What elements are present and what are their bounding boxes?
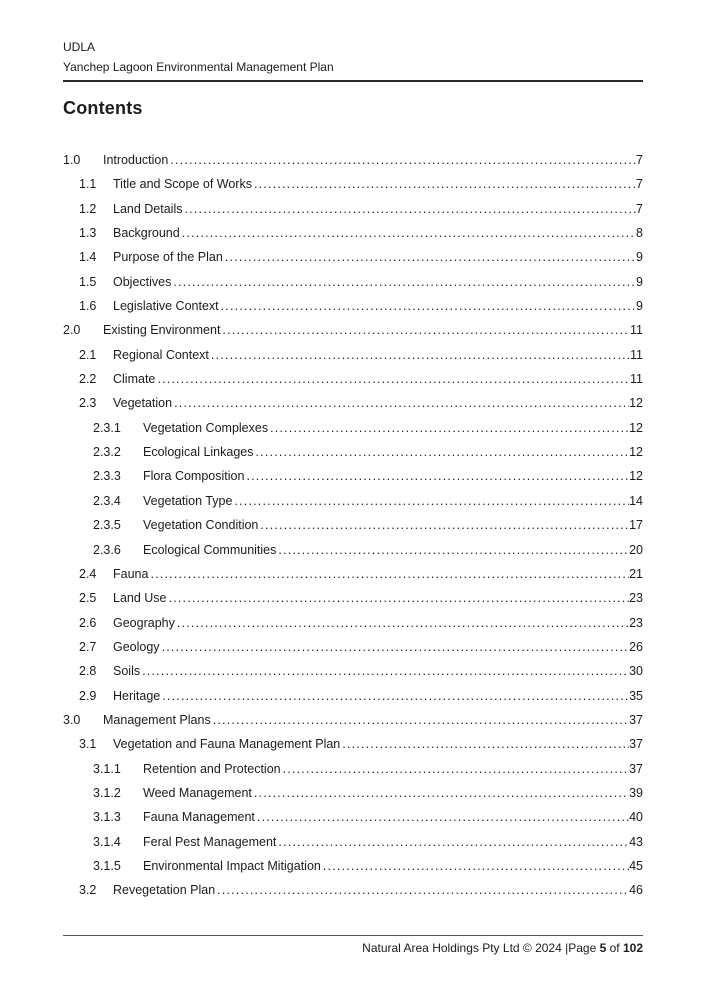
toc-entry-title: Land Details (113, 201, 183, 216)
toc-entry-title: Revegetation Plan (113, 883, 216, 898)
toc-entry-number: 3.1 (79, 737, 97, 752)
toc-entry[interactable] (63, 611, 643, 635)
toc-entry-number: 1.1 (79, 177, 97, 192)
toc-entry-number: 2.3.6 (93, 542, 121, 557)
toc-entry-title: Ecological Linkages (143, 445, 254, 460)
toc-entry-title: Geography (113, 615, 175, 630)
toc-entry[interactable] (63, 708, 643, 732)
toc-entry-title: Fauna Management (143, 810, 255, 825)
toc-entry-number: 3.1.4 (93, 834, 121, 849)
toc-entry[interactable] (63, 538, 643, 562)
toc-dot-leader (256, 440, 630, 464)
toc-dot-leader (254, 781, 629, 805)
toc-dot-leader (283, 757, 630, 781)
contents-heading: Contents (63, 98, 143, 118)
toc-dot-leader (217, 878, 629, 902)
toc-dot-leader (234, 489, 629, 513)
toc-entry-number: 3.2 (79, 883, 97, 898)
toc-entry-title: Title and Scope of Works (113, 177, 252, 192)
toc-dot-leader (323, 854, 629, 878)
toc-entry[interactable] (63, 854, 643, 878)
toc-entry-title: Land Use (113, 591, 167, 606)
toc-entry-page: 14 (629, 493, 643, 508)
toc-entry-title: Vegetation Condition (143, 518, 259, 533)
toc-dot-leader (213, 708, 629, 732)
toc-entry-page: 37 (629, 712, 643, 727)
toc-entry[interactable] (63, 635, 643, 659)
toc-entry[interactable] (63, 391, 643, 415)
toc-entry-number: 1.3 (79, 226, 97, 241)
toc-entry[interactable] (63, 367, 643, 391)
footer-rule (63, 935, 643, 936)
toc-dot-leader (182, 221, 636, 245)
toc-entry-page: 46 (629, 883, 643, 898)
toc-entry-title: Soils (113, 664, 141, 679)
toc-entry-page: 12 (629, 420, 643, 435)
toc-dot-leader (257, 805, 629, 829)
toc-entry[interactable] (63, 221, 643, 245)
toc-entry-number: 2.3.4 (93, 493, 121, 508)
toc-dot-leader (169, 586, 630, 610)
toc-list (63, 148, 643, 903)
toc-dot-leader (162, 684, 629, 708)
toc-entry[interactable] (63, 245, 643, 269)
toc-entry-page: 26 (629, 639, 643, 654)
toc-entry-number: 3.1.1 (93, 761, 121, 776)
toc-entry-number: 1.0 (63, 153, 81, 167)
toc-entry-page: 12 (629, 396, 643, 411)
toc-dot-leader (157, 367, 630, 391)
toc-entry-title: Retention and Protection (143, 761, 281, 776)
toc-entry-page: 7 (636, 153, 643, 167)
toc-entry-page: 9 (636, 299, 643, 314)
toc-entry-number: 1.5 (79, 274, 97, 289)
toc-entry-number: 1.6 (79, 299, 97, 314)
toc-entry[interactable] (63, 830, 643, 854)
toc-entry[interactable] (63, 270, 643, 294)
toc-entry-title: Objectives (113, 274, 172, 289)
toc-entry-number: 2.3 (79, 396, 97, 411)
toc-entry-title: Management Plans (103, 712, 211, 727)
toc-entry-title: Feral Pest Management (143, 834, 277, 849)
toc-entry-page: 7 (636, 201, 643, 216)
toc-entry-title: Weed Management (143, 785, 252, 800)
toc-entry-number: 2.9 (79, 688, 97, 703)
toc-entry-page: 12 (629, 445, 643, 460)
toc-entry-number: 2.3.3 (93, 469, 121, 484)
toc-entry-title: Flora Composition (143, 469, 245, 484)
toc-entry-title: Purpose of the Plan (113, 250, 223, 265)
toc-entry[interactable] (63, 684, 643, 708)
toc-entry-page: 37 (629, 761, 643, 776)
toc-entry-number: 3.1.2 (93, 785, 121, 800)
toc-dot-leader (142, 659, 629, 683)
toc-entry[interactable] (63, 586, 643, 610)
header-company: UDLA (63, 40, 96, 54)
page-header (63, 40, 643, 82)
toc-entry[interactable] (63, 757, 643, 781)
header-document-title: Yanchep Lagoon Environmental Management Plan (63, 60, 334, 74)
toc-entry[interactable] (63, 318, 643, 342)
toc-entry-page: 20 (629, 542, 643, 557)
toc-entry-number: 2.0 (63, 323, 81, 338)
toc-entry-number: 2.3.2 (93, 445, 121, 460)
toc-entry-page: 11 (630, 372, 643, 387)
toc-entry[interactable] (63, 416, 643, 440)
toc-dot-leader (185, 197, 637, 221)
toc-dot-leader (260, 513, 629, 537)
footer-page-current: 5 (599, 941, 607, 955)
toc-entry-title: Introduction (103, 153, 169, 167)
toc-entry-title: Climate (113, 372, 156, 387)
toc-dot-leader (270, 416, 629, 440)
toc-entry-title: Ecological Communities (143, 542, 277, 557)
toc-dot-leader (162, 635, 630, 659)
toc-dot-leader (221, 294, 636, 318)
toc-entry-page: 7 (636, 177, 643, 192)
toc-entry-title: Vegetation (113, 396, 173, 411)
toc-entry-page: 45 (629, 858, 643, 873)
toc-entry-page: 40 (629, 810, 643, 825)
footer-page-total: 102 (622, 941, 643, 955)
toc-entry[interactable] (63, 197, 643, 221)
toc-entry-title: Vegetation and Fauna Management Plan (113, 737, 341, 752)
toc-entry-page: 9 (636, 274, 643, 289)
toc-entry-title: Fauna (113, 566, 149, 581)
toc-entry-title: Existing Environment (103, 323, 221, 338)
toc-entry-number: 2.3.5 (93, 518, 121, 533)
toc-entry[interactable] (63, 489, 643, 513)
toc-dot-leader (278, 538, 629, 562)
toc-entry-page: 23 (629, 591, 643, 606)
footer-of-label: of (606, 941, 623, 955)
toc-entry-page: 37 (629, 737, 643, 752)
toc-entry-title: Geology (113, 639, 160, 654)
toc-entry-title: Vegetation Type (143, 493, 233, 508)
header-rule (63, 80, 643, 82)
toc-dot-leader (254, 172, 636, 196)
footer-text: Natural Area Holdings Pty Ltd © 2024 |Page (362, 941, 600, 955)
page-footer (362, 941, 643, 955)
toc-dot-leader (170, 148, 636, 172)
toc-entry-page: 11 (630, 323, 643, 338)
toc-entry-page: 12 (629, 469, 643, 484)
toc-entry-page: 30 (629, 664, 643, 679)
toc-entry-page: 43 (629, 834, 643, 849)
toc-entry[interactable] (63, 172, 643, 196)
toc-dot-leader (177, 611, 629, 635)
toc-entry[interactable] (63, 148, 643, 172)
toc-entry-number: 2.8 (79, 664, 97, 679)
toc-entry[interactable] (63, 343, 643, 367)
toc-entry-number: 2.3.1 (93, 420, 121, 435)
toc-entry[interactable] (63, 562, 643, 586)
toc-dot-leader (278, 830, 629, 854)
toc-entry-number: 1.2 (79, 201, 97, 216)
toc-entry-page: 39 (629, 785, 643, 800)
toc-entry-page: 17 (629, 518, 643, 533)
toc-dot-leader (174, 391, 629, 415)
toc-entry-page: 21 (629, 566, 643, 581)
toc-dot-leader (173, 270, 636, 294)
toc-entry[interactable] (63, 732, 643, 756)
toc-dot-leader (342, 732, 629, 756)
toc-entry-number: 2.6 (79, 615, 97, 630)
toc-entry-title: Vegetation Complexes (143, 420, 269, 435)
toc-entry-number: 2.1 (79, 347, 97, 362)
toc-entry-number: 1.4 (79, 250, 97, 265)
toc-entry[interactable] (63, 294, 643, 318)
toc-entry[interactable] (63, 464, 643, 488)
toc-entry[interactable] (63, 659, 643, 683)
toc-entry-title: Background (113, 226, 180, 241)
toc-entry-page: 8 (636, 226, 643, 241)
toc-entry-number: 2.5 (79, 591, 97, 606)
toc-entry-page: 35 (629, 688, 643, 703)
toc-entry-title: Environmental Impact Mitigation (143, 858, 321, 873)
toc-entry-number: 2.4 (79, 566, 97, 581)
toc-entry-number: 2.2 (79, 372, 97, 387)
toc-entry-page: 11 (630, 347, 643, 362)
toc-dot-leader (211, 343, 630, 367)
toc-entry-page: 23 (629, 615, 643, 630)
toc-entry[interactable] (63, 878, 643, 902)
toc-entry-title: Regional Context (113, 347, 209, 362)
toc-entry[interactable] (63, 513, 643, 537)
toc-entry[interactable] (63, 781, 643, 805)
toc-entry[interactable] (63, 440, 643, 464)
toc-entry-number: 2.7 (79, 639, 97, 654)
toc-dot-leader (222, 318, 630, 342)
toc-dot-leader (246, 464, 629, 488)
toc-entry-title: Heritage (113, 688, 161, 703)
toc-entry[interactable] (63, 805, 643, 829)
toc-entry-number: 3.1.5 (93, 858, 121, 873)
toc-entry-number: 3.0 (63, 712, 81, 727)
toc-entry-page: 9 (636, 250, 643, 265)
toc-dot-leader (150, 562, 629, 586)
toc-entry-title: Legislative Context (113, 299, 219, 314)
toc-dot-leader (225, 245, 636, 269)
toc-entry-number: 3.1.3 (93, 810, 121, 825)
